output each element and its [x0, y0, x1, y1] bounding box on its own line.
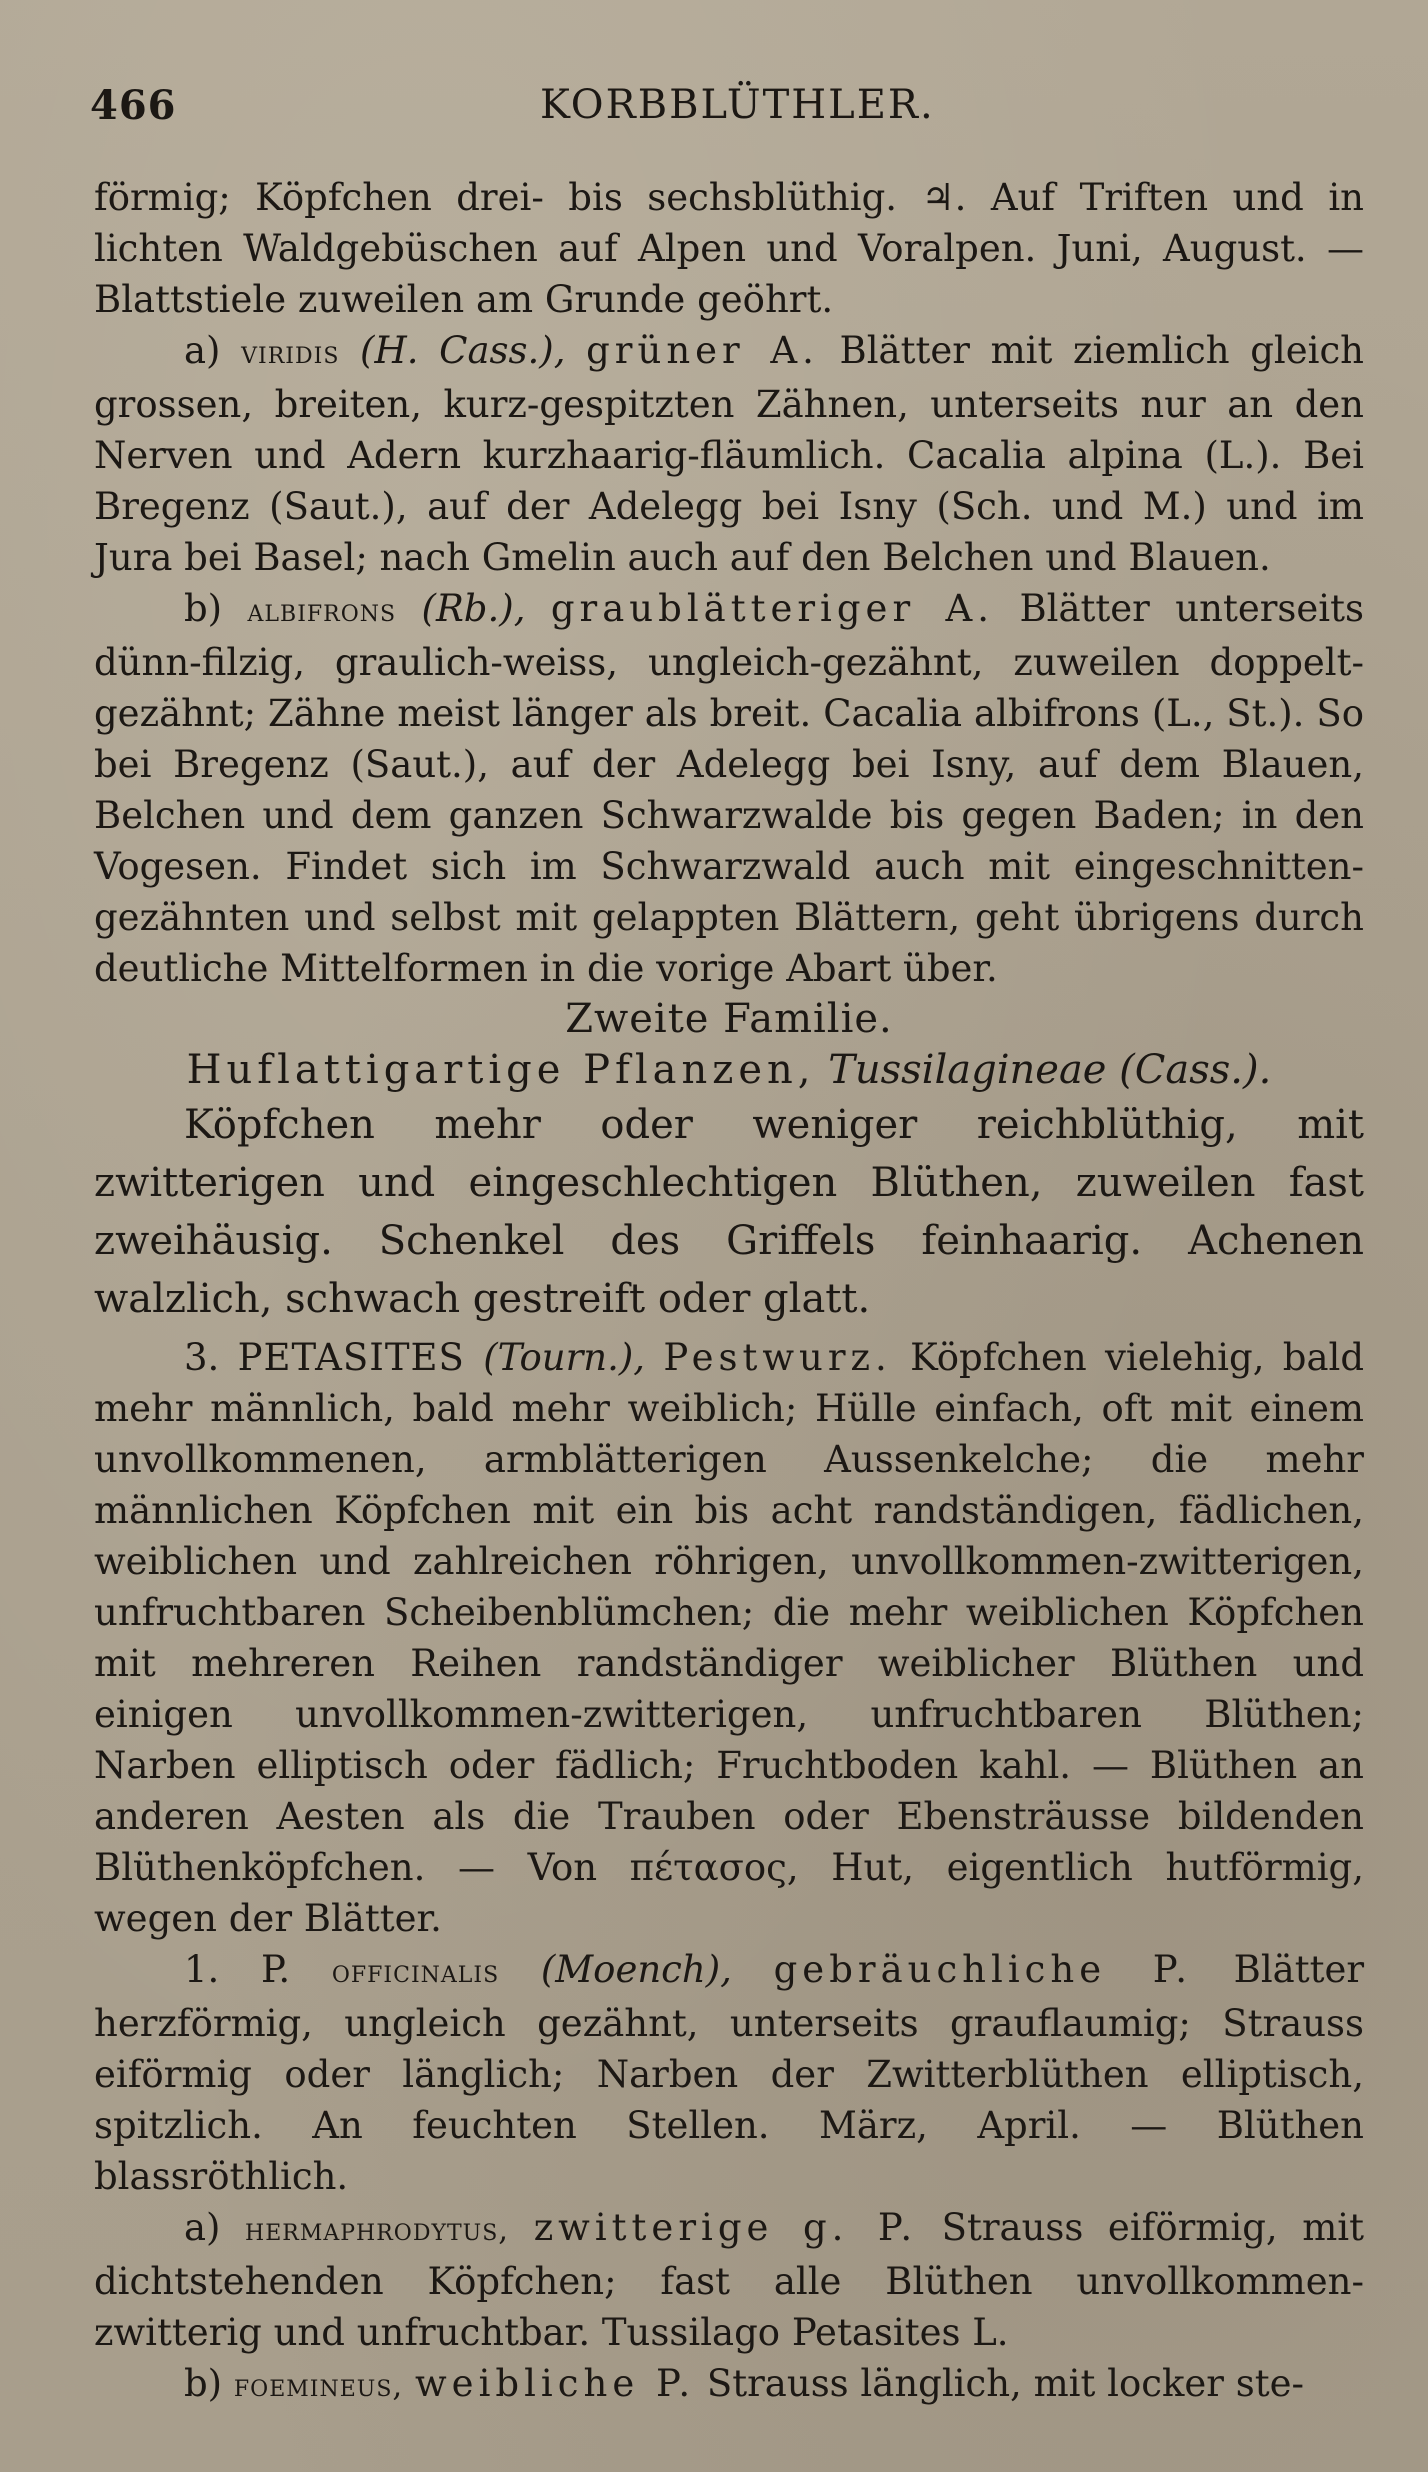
- variety-a-paragraph: [94, 325, 1364, 583]
- subvariety-a-paragraph: [94, 2202, 1364, 2358]
- genus-author: (Tourn.),: [483, 1336, 646, 1379]
- variety-a-author: (H. Cass.),: [360, 329, 566, 372]
- species-genus-abbr: P.: [261, 1948, 291, 1991]
- family-name-line: [94, 1045, 1364, 1096]
- continuation-text: förmig; Köpfchen drei- bis sechsblüthig. ♃. Auf Triften und in lichten Waldgebüschen auf Alpen und Voralpen. Juni, August. — Blattstiele zuweilen am Grunde geöhrt.: [94, 176, 1364, 321]
- species-name: officinalis: [331, 1954, 500, 1990]
- subvariety-a-text: Strauss eiförmig, mit dichtstehenden Köpfchen; fast alle Blüthen unvollkommen-zwitterig und unfruchtbar. Tussilago Petasites L.: [94, 2206, 1364, 2354]
- species-common-name: gebräuchliche P.: [773, 1948, 1192, 1991]
- species-text: Blätter herzförmig, ungleich gezähnt, unterseits grauflaumig; Strauss eiförmig oder länglich; Narben der Zwitterblüthen elliptisch, spitzlich. An feuchten Stellen. März, April. — Blüthen blassröthlich.: [94, 1948, 1365, 2198]
- family-name: Huflattigartige Pflanzen,: [186, 1047, 816, 1093]
- subvariety-b-name: foemineus,: [233, 2368, 404, 2404]
- variety-b-name: albifrons: [247, 593, 397, 629]
- variety-a-text: Blätter mit ziemlich gleich grossen, breiten, kurz-gespitzten Zähnen, unterseits nur an den Nerven und Adern kurzhaarig-fläumlich. Cacalia alpina (L.). Bei Bregenz (Saut.), auf der Adelegg bei Isny (Sch. und M.) und im Jura bei Basel; nach Gmelin auch auf den Belchen und Blauen.: [94, 329, 1364, 579]
- genus-number: 3.: [184, 1336, 220, 1379]
- family-latin-name: Tussilagineae (Cass.).: [828, 1047, 1272, 1093]
- genus-name: PETASITES: [237, 1336, 465, 1379]
- page-header: [90, 82, 1360, 146]
- subvariety-b-label: b): [184, 2362, 223, 2405]
- subvariety-b-text: Strauss länglich, mit locker ste-: [706, 2362, 1304, 2405]
- page-body: [94, 172, 1364, 2412]
- subvariety-a-name: hermaphrodytus,: [245, 2212, 510, 2248]
- running-title: KORBBLÜTHLER.: [540, 82, 935, 128]
- genus-common-name: Pestwurz.: [663, 1336, 892, 1379]
- variety-a-common-name: grüner A.: [586, 329, 819, 372]
- subvariety-a-label: a): [184, 2206, 221, 2249]
- family-heading: Zweite Familie.: [565, 996, 893, 1042]
- variety-a-label: a): [184, 329, 221, 372]
- family-description: Köpfchen mehr oder weniger reichblüthig, mit zwitterigen und eingeschlechtigen Blüthen, zuweilen fast zweihäusig. Schenkel des Griffels feinhaarig. Achenen walzlich, schwach gestreift oder glatt.: [94, 1102, 1364, 1322]
- genus-text: Köpfchen vielehig, bald mehr männlich, bald mehr weiblich; Hülle einfach, oft mit einem unvollkommenen, armblätterigen Aussenkelche; die mehr männlichen Köpfchen mit ein bis acht randständigen, fädlichen, weiblichen und zahlreichen röhrigen, unvollkommen-zwitterigen, unfruchtbaren Scheibenblümchen; die mehr weiblichen Köpfchen mit mehreren Reihen randständiger weiblicher Blüthen und einigen unvollkommen-zwitterigen, unfruchtbaren Blüthen; Narben elliptisch oder fädlich; Fruchtboden kahl. — Blüthen an anderen Aesten als die Trauben oder Ebensträusse bildenden Blüthenköpfchen. — Von πέτασος, Hut, eigentlich hutförmig, wegen der Blätter.: [94, 1336, 1365, 1940]
- variety-a-name: viridis: [241, 335, 340, 371]
- continuation-paragraph: [94, 172, 1364, 325]
- species-number: 1.: [184, 1948, 220, 1991]
- species-paragraph: [94, 1944, 1364, 2202]
- variety-b-common-name: graublätteriger A.: [550, 587, 995, 630]
- page-number: 466: [90, 82, 177, 129]
- variety-b-text: Blätter unterseits dünn-filzig, graulich-weiss, ungleich-gezähnt, zuweilen doppelt-gezähnt; Zähne meist länger als breit. Cacalia albifrons (L., St.). So bei Bregenz (Saut.), auf der Adelegg bei Isny, auf dem Blauen, Belchen und dem ganzen Schwarzwalde bis gegen Baden; in den Vogesen. Findet sich im Schwarzwald auch mit eingeschnitten-gezähnten und selbst mit gelappten Blättern, geht übrigens durch deutliche Mittelformen in die vorige Abart über.: [94, 587, 1364, 990]
- variety-b-author: (Rb.),: [421, 587, 526, 630]
- subvariety-a-common-name: zwitterige g. P.: [533, 2206, 918, 2249]
- subvariety-b-common-name: weibliche P.: [415, 2362, 696, 2405]
- variety-b-paragraph: [94, 583, 1364, 994]
- subvariety-b-paragraph: [94, 2358, 1364, 2412]
- species-author: (Moench),: [540, 1948, 732, 1991]
- genus-paragraph: [94, 1332, 1364, 1944]
- variety-b-label: b): [184, 587, 223, 630]
